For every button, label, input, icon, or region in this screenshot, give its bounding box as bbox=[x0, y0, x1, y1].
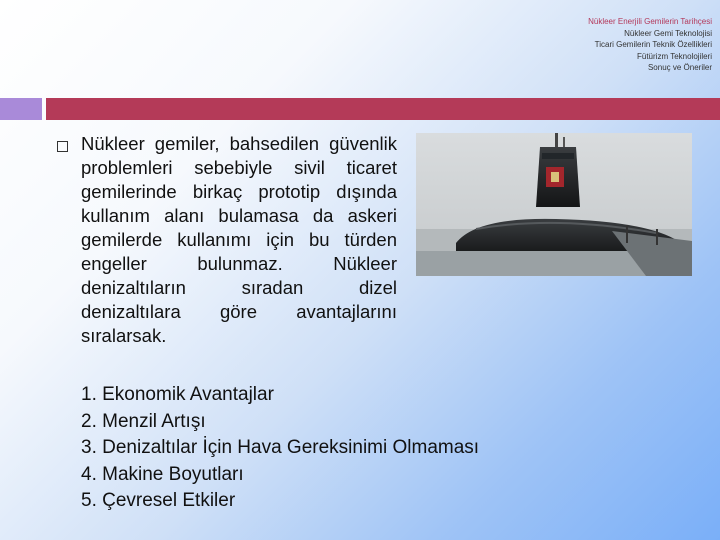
list-item: 4. Makine Boyutları bbox=[81, 463, 244, 485]
nav-item-futurism[interactable]: Fütürizm Teknolojileri bbox=[637, 51, 712, 61]
decorative-side-bar bbox=[0, 98, 42, 120]
list-item: 5. Çevresel Etkiler bbox=[81, 490, 236, 511]
list-item: 1. Ekonomik Avantajlar bbox=[81, 384, 274, 405]
nav-item-conclusion[interactable]: Sonuç ve Öneriler bbox=[647, 63, 712, 72]
nav-item-technology[interactable]: Nükleer Gemi Teknolojisi bbox=[624, 28, 712, 38]
title-accent-bar bbox=[46, 98, 720, 120]
body-paragraph: Nükleer gemiler, bahsedilen güvenlik problemleri sebebiyle sivil ticaret gemilerinde birkaç prototip dışında kullanım alanı bulamasa da askeri gemilerde kullanımı için bu türden engeller bulunmaz. Nükleer denizaltıların sıradan dizel denizaltılara göre avantajlarını sıralarsak. bbox=[81, 133, 397, 346]
hollow-square-bullet-icon bbox=[57, 141, 68, 152]
list-item: 3. Denizaltılar İçin Hava Gereksinimi Olmaması bbox=[81, 437, 480, 458]
advantages-list bbox=[81, 382, 479, 515]
nav-item-history[interactable]: Nükleer Enerjili Gemilerin Tarihçesi bbox=[588, 17, 712, 26]
nav-item-commercial-specs[interactable]: Ticari Gemilerin Teknik Özellikleri bbox=[594, 40, 712, 49]
submarine-photo bbox=[416, 133, 692, 276]
section-navigation bbox=[588, 16, 712, 74]
list-item: 2. Menzil Artışı bbox=[81, 410, 206, 432]
